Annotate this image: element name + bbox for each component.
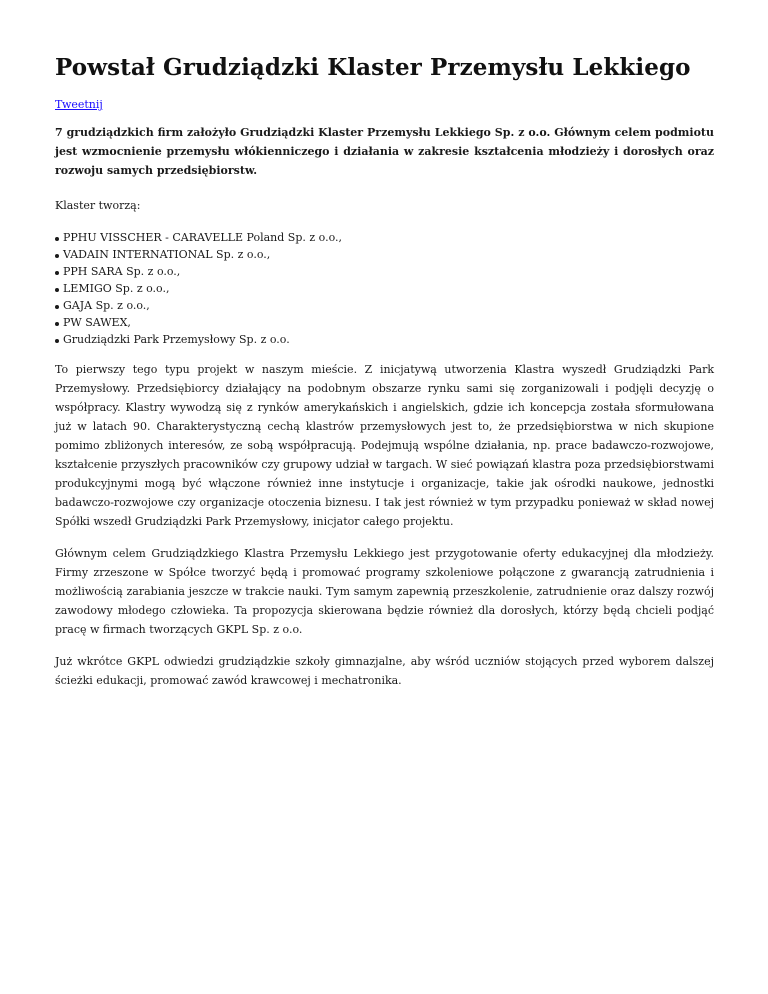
tweet-link[interactable]: Tweetnij xyxy=(55,98,103,111)
list-item: GAJA Sp. z o.o., xyxy=(55,297,714,314)
list-item: PPH SARA Sp. z o.o., xyxy=(55,263,714,280)
body-paragraph: Już wkrótce GKPL odwiedzi grudziądzkie szkoły gimnazjalne, aby wśród uczniów stojących przed wyborem dalszej ścieżki edukacji, promować zawód krawcowej i mechatronika. xyxy=(55,655,714,687)
list-item: Grudziądzki Park Przemysłowy Sp. z o.o. xyxy=(55,331,714,348)
members-intro: Klaster tworzą: xyxy=(55,199,141,212)
list-item: VADAIN INTERNATIONAL Sp. z o.o., xyxy=(55,246,714,263)
members-list xyxy=(55,229,714,348)
body-paragraph: To pierwszy tego typu projekt w naszym mieście. Z inicjatywą utworzenia Klastra wyszedł Grudziądzki Park Przemysłowy. Przedsiębiorcy działający na podobnym obszarze rynku sami się zorganizowali i podjęli decyzję o współpracy. Klastry wywodzą się z rynków amerykańskich i angielskich, gdzie ich koncepcja została sformułowana już w latach 90. Charakterystyczną cechą klastrów przemysłowych jest to, że przedsiębiorstwa w nich skupione pomimo zbliżonych interesów, ze sobą współpracują. Podejmują wspólne działania, np. prace badawczo-rozwojowe, kształcenie przyszłych pracowników czy grupowy udział w targach. W sieć powiązań klastra poza przedsiębiorstwami produkcyjnymi mogą być włączone również inne instytucje i organizacje, takie jak ośrodki naukowe, jednostki badawczo-rozwojowe czy organizacje otoczenia biznesu. I tak jest również w tym przypadku ponieważ w skład nowej Spółki wszedł Grudziądzki Park Przemysłowy, inicjator całego projektu. xyxy=(55,363,714,528)
body-paragraph: Głównym celem Grudziądzkiego Klastra Przemysłu Lekkiego jest przygotowanie oferty edukacyjnej dla młodzieży. Firmy zrzeszone w Spółce tworzyć będą i promować programy szkoleniowe połączone z gwarancją zatrudnienia i możliwością zarabiania jeszcze w trakcie nauki. Tym samym zapewnią przeszkolenie, zatrudnienie oraz dalszy rozwój zawodowy młodego człowieka. Ta propozycja skierowana będzie również dla dorosłych, którzy będą chcieli podjąć pracę w firmach tworzących GKPL Sp. z o.o. xyxy=(55,547,714,636)
list-item: PPHU VISSCHER - CARAVELLE Poland Sp. z o.o., xyxy=(55,229,714,246)
list-item: LEMIGO Sp. z o.o., xyxy=(55,280,714,297)
article-title: Powstał Grudziądzki Klaster Przemysłu Lekkiego xyxy=(55,54,691,81)
article-lead: 7 grudziądzkich firm założyło Grudziądzki Klaster Przemysłu Lekkiego Sp. z o.o. Głównym celem podmiotu jest wzmocnienie przemysłu włókienniczego i działania w zakresie kształcenia młodzieży i dorosłych oraz rozwoju samych przedsiębiorstw. xyxy=(55,126,714,177)
list-item: PW SAWEX, xyxy=(55,314,714,331)
